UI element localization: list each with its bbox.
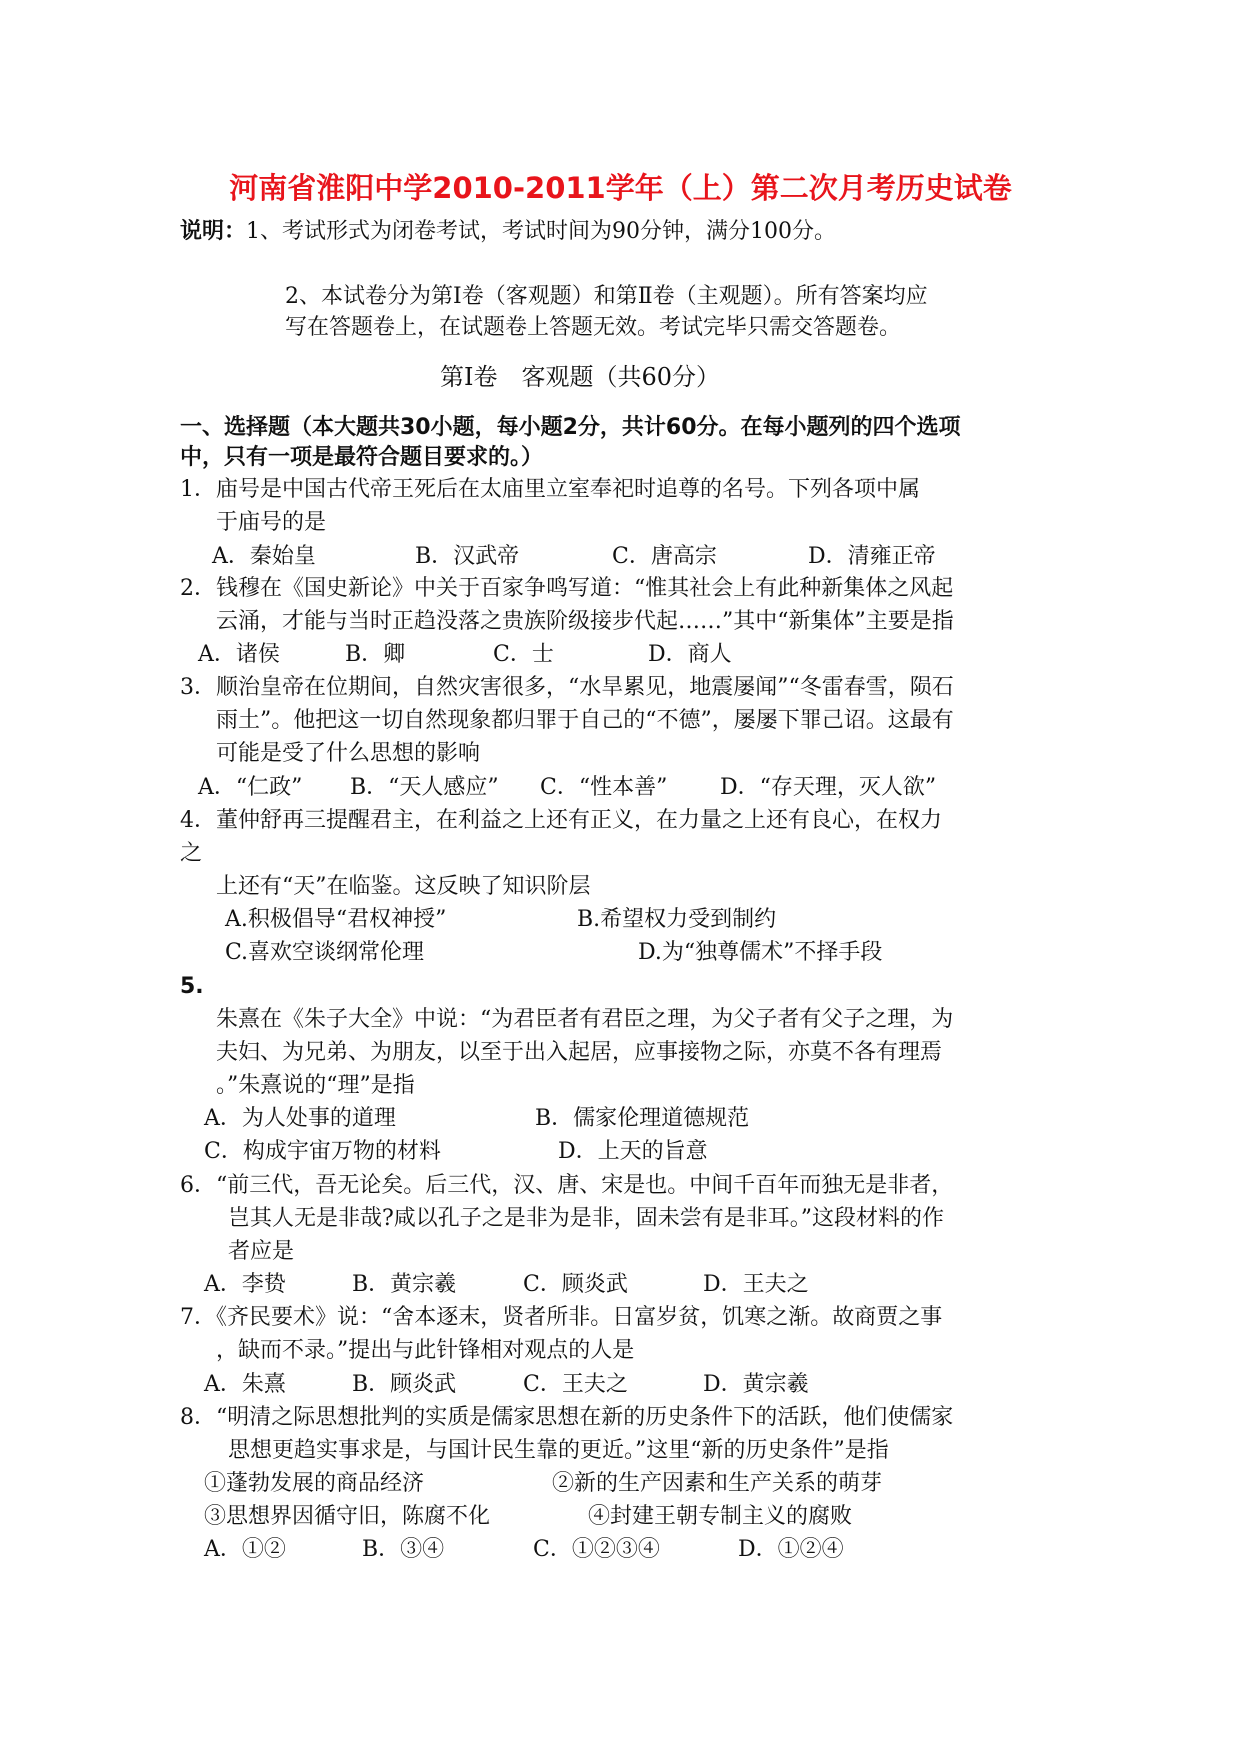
question-5-number: 5. bbox=[180, 974, 204, 999]
question-8-item-4: ④封建王朝专制主义的腐败 bbox=[588, 1504, 853, 1529]
question-3-option-c: C．“性本善” bbox=[540, 775, 668, 800]
question-7-option-d: D．黄宗羲 bbox=[703, 1372, 809, 1397]
question-6-line-3: 者应是 bbox=[228, 1239, 295, 1264]
question-5-line-2: 夫妇、为兄弟、为朋友，以至于出入起居，应事接物之际，亦莫不各有理焉 bbox=[216, 1040, 943, 1065]
question-8-option-b: B．③④ bbox=[362, 1537, 445, 1562]
question-3-line-2: 雨土”。他把这一切自然现象都归罪于自己的“不德”，屡屡下罪己诏。这最有 bbox=[216, 708, 954, 733]
question-1-option-c: C．唐高宗 bbox=[612, 544, 717, 569]
question-5-line-1: 朱熹在《朱子大全》中说：“为君臣者有君臣之理，为父子者有父子之理，为 bbox=[216, 1007, 954, 1032]
question-6-line-1: 6．“前三代，吾无论矣。后三代，汉、唐、宋是也。中间千百年而独无是非者， bbox=[180, 1173, 954, 1198]
question-5-option-b: B．儒家伦理道德规范 bbox=[535, 1106, 750, 1131]
question-3-option-d: D．“存天理，灭人欲” bbox=[720, 775, 937, 800]
question-1-line-1: 1．庙号是中国古代帝王死后在太庙里立室奉祀时追尊的名号。下列各项中属 bbox=[180, 477, 920, 502]
question-2-option-d: D．商人 bbox=[648, 642, 732, 667]
question-6-line-2: 岂其人无是非哉?咸以孔子之是非为是非，固未尝有是非耳。”这段材料的作 bbox=[228, 1206, 945, 1231]
instruction-item-2-line-1: 2、本试卷分为第Ⅰ卷（客观题）和第Ⅱ卷（主观题）。所有答案均应 bbox=[285, 284, 928, 309]
question-4-option-a: A.积极倡导“君权神授” bbox=[225, 907, 447, 932]
instruction-item-1: 1、考试形式为闭卷考试，考试时间为90分钟，满分100分。 bbox=[246, 219, 836, 244]
question-6-option-d: D．王夫之 bbox=[703, 1272, 809, 1297]
question-4-option-c: C.喜欢空谈纲常伦理 bbox=[225, 940, 425, 965]
question-8-option-a: A．①② bbox=[204, 1537, 286, 1562]
question-3-option-a: A．“仁政” bbox=[198, 775, 303, 800]
question-2-option-a: A．诸侯 bbox=[198, 642, 280, 667]
question-8-option-d: D．①②④ bbox=[738, 1537, 844, 1562]
question-5-option-d: D．上天的旨意 bbox=[558, 1139, 708, 1164]
question-2-option-c: C．士 bbox=[493, 642, 554, 667]
part-header-line-1: 一、选择题（本大题共30小题，每小题2分，共计60分。在每小题列的四个选项 bbox=[180, 415, 961, 440]
question-8-item-2: ②新的生产因素和生产关系的萌芽 bbox=[552, 1471, 883, 1496]
question-5-option-c: C．构成宇宙万物的材料 bbox=[204, 1139, 441, 1164]
question-4-line-2: 之 bbox=[180, 841, 203, 866]
question-3-line-1: 3．顺治皇帝在位期间，自然灾害很多，“水旱累见，地震屡闻”“冬雷春雪，陨石 bbox=[180, 675, 954, 700]
question-7-option-b: B．顾炎武 bbox=[352, 1372, 457, 1397]
instructions-label: 说明： bbox=[180, 219, 247, 244]
question-2-line-2: 云涌，才能与当时正趋没落之贵族阶级接步代起……”其中“新集体”主要是指 bbox=[216, 609, 954, 634]
question-8-option-c: C．①②③④ bbox=[533, 1537, 660, 1562]
question-4-option-d: D.为“独尊儒术”不择手段 bbox=[638, 940, 883, 965]
question-8-line-2: 思想更趋实事求是，与国计民生靠的更近。”这里“新的历史条件”是指 bbox=[228, 1438, 889, 1463]
question-4-option-b: B.希望权力受到制约 bbox=[577, 907, 777, 932]
question-4-line-3: 上还有“天”在临鉴。这反映了知识阶层 bbox=[216, 874, 591, 899]
question-1-option-a: A．秦始皇 bbox=[212, 544, 316, 569]
question-6-option-a: A．李贽 bbox=[204, 1272, 286, 1297]
question-7-line-1: 7．《齐民要术》说：“舍本逐末，贤者所非。日富岁贫，饥寒之渐。故商贾之事 bbox=[180, 1305, 943, 1330]
question-7-option-c: C．王夫之 bbox=[523, 1372, 628, 1397]
question-3-option-b: B．“天人感应” bbox=[350, 775, 499, 800]
question-6-option-b: B．黄宗羲 bbox=[352, 1272, 457, 1297]
question-8-item-3: ③思想界因循守旧，陈腐不化 bbox=[204, 1504, 491, 1529]
part-header-line-2: 中，只有一项是最符合题目要求的。） bbox=[180, 445, 544, 470]
question-2-option-b: B．卿 bbox=[345, 642, 406, 667]
question-4-line-1: 4．董仲舒再三提醒君主，在利益之上还有正义，在力量之上还有良心，在权力 bbox=[180, 808, 942, 833]
question-2-line-1: 2．钱穆在《国史新论》中关于百家争鸣写道：“惟其社会上有此种新集体之风起 bbox=[180, 576, 954, 601]
section-title: 第Ⅰ卷 客观题（共60分） bbox=[440, 363, 721, 391]
question-7-option-a: A．朱熹 bbox=[204, 1372, 286, 1397]
question-5-option-a: A．为人处事的道理 bbox=[204, 1106, 396, 1131]
question-3-line-3: 可能是受了什么思想的影响 bbox=[216, 741, 481, 766]
question-7-line-2: ，缺而不录。”提出与此针锋相对观点的人是 bbox=[216, 1338, 635, 1363]
question-5-line-3: 。”朱熹说的“理”是指 bbox=[216, 1073, 415, 1098]
instructions-line-1 bbox=[180, 217, 836, 247]
question-1-option-b: B．汉武帝 bbox=[415, 544, 520, 569]
exam-title: 河南省淮阳中学2010-2011学年（上）第二次月考历史试卷 bbox=[229, 171, 1012, 205]
question-1-option-d: D．清雍正帝 bbox=[808, 544, 936, 569]
question-8-item-1: ①蓬勃发展的商品经济 bbox=[204, 1471, 425, 1496]
question-1-line-2: 于庙号的是 bbox=[216, 510, 327, 535]
instruction-item-2-line-2: 写在答题卷上，在试题卷上答题无效。考试完毕只需交答题卷。 bbox=[285, 315, 902, 340]
question-6-option-c: C．顾炎武 bbox=[523, 1272, 628, 1297]
question-8-line-1: 8．“明清之际思想批判的实质是儒家思想在新的历史条件下的活跃，他们使儒家 bbox=[180, 1405, 954, 1430]
